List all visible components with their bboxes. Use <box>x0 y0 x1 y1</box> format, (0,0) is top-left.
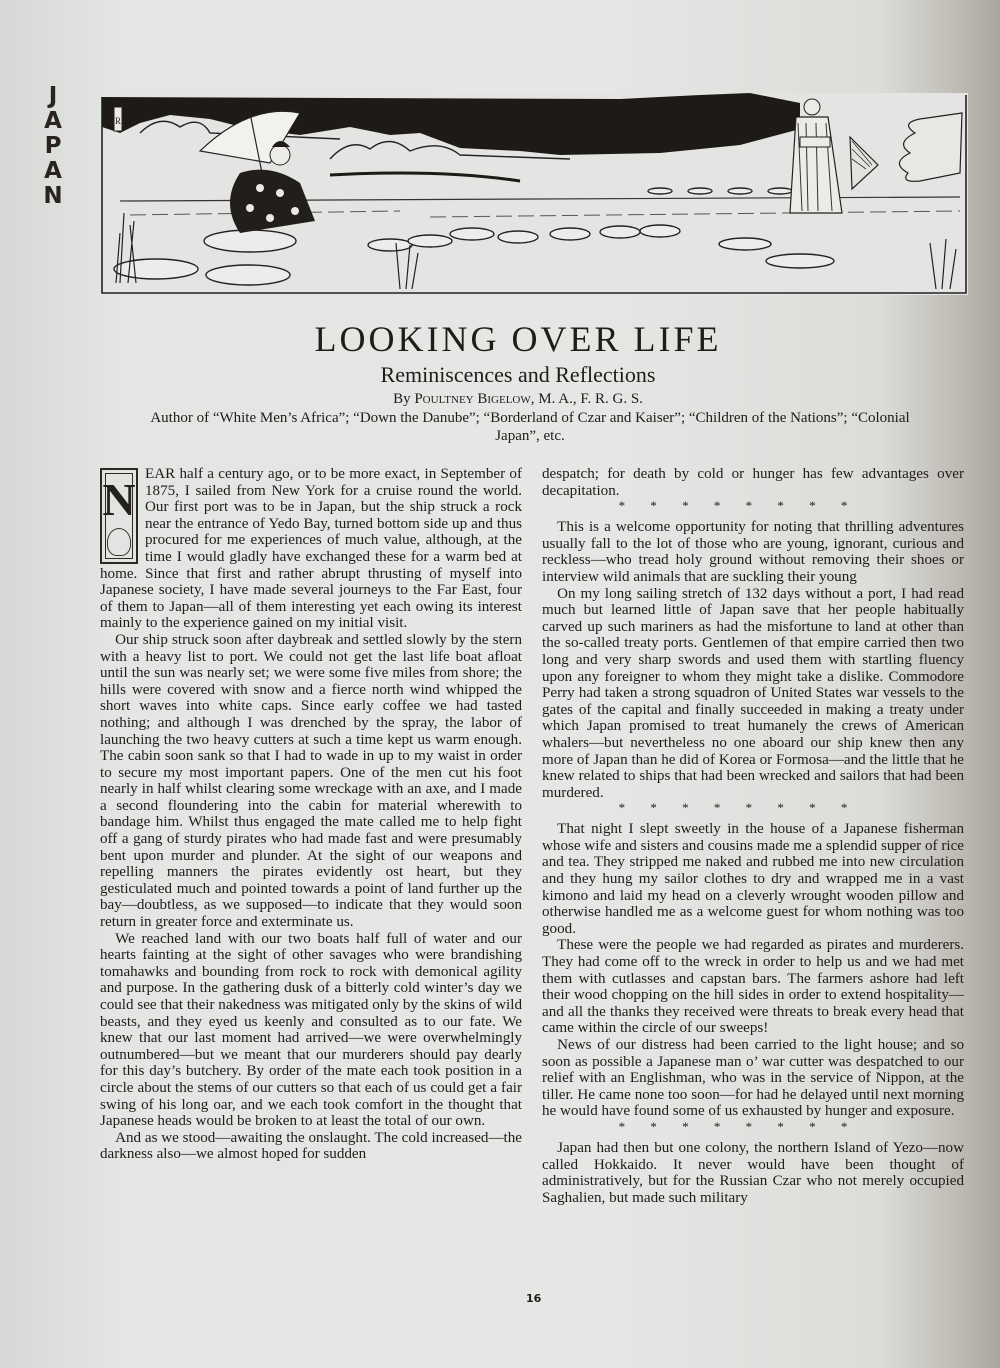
header-illustration <box>100 93 968 295</box>
artist-signature: R <box>115 116 122 126</box>
paragraph: Japan had then but one colony, the northern Island of Yezo—now called Hokkaido. It never would have been thought of administratively, but for the Russian Czar who not merely occupied Saghalien, but made such military <box>542 1139 964 1206</box>
paragraph: News of our distress had been carried to the light house; and so soon as possible a Japanese man o’ war cutter was despatched to our relief with an Englishman, who was in the service of Nippon, at the tiller. He came none too soon—for had he delayed until next morning he would have found some of us exhausted by hunger and exposure. <box>542 1037 964 1120</box>
author-works: Author of “White Men’s Africa”; “Down the Danube”; “Borderland of Czar and Kaiser”; “Children of the Nations”; “Colonial Japan”, etc. <box>150 410 910 444</box>
paragraph: Our ship struck soon after daybreak and settled slowly by the stern with a heavy list to port. We could not get the last life boat afloat until the sun was nearly set; we were some five miles from shore; the hills were covered with snow and a fierce north wind whipped the short waves into white caps. Since early coffee we had tasted nothing; and although I was drenched by the spray, the labor of launching the two heavy cutters at such a time kept us warm enough. The cabin soon sank so that I had to wade in up to my waist in order to secure my most important papers. One of the men cut his foot nearly in half whilst clearing some wreckage with an axe, and I made a second floundering into the cabin for material wherewith to bandage him. Whilst thus engaged the mate called me to help fight off a gang of sturdy pirates who had made fast and were presumably bent upon murder and plunder. At the sight of our weapons and repelling manners the pirates evidently ost heart, but they gesticulated much and pointed towards a point of land further up the bay—doubtless, as we supposed—to indicate that they would soon return in greater force and exterminate us. <box>100 631 522 931</box>
article-subtitle: Reminiscences and Reflections <box>380 362 656 387</box>
ornament-icon <box>107 528 131 556</box>
section-separator: * * * * * * * * <box>618 498 848 514</box>
paragraph: EAR half a century ago, or to be more exact, in September of 1875, I sailed from New York for a cruise round the world. Our first port was to be in Japan, but the ship struck a rock near the entrance of Yedo Bay, turned bottom side up and thus procured for me experiences of much value, although, at the time I would gladly have exchanged these for a warm bed at home. Since that first and rather abrupt thrusting of myself into Japanese society, I have made several journeys to the Far East, four of them to Japan—all of them interesting yet each owing its interest mainly to the experience gained on my initial visit. <box>100 466 522 632</box>
drop-cap <box>100 468 138 564</box>
drop-cap-letter: N <box>102 474 136 525</box>
section-label-japan: J A P A N <box>43 83 63 209</box>
paragraph: despatch; for death by cold or hunger has few advantages over decapitation. <box>542 466 964 499</box>
byline-prefix: By <box>393 391 411 407</box>
section-separator: * * * * * * * * <box>618 800 848 816</box>
paragraph: On my long sailing stretch of 132 days without a port, I had read much but learned little of Japan save that her people habitually carved up such mariners as had the misfortune to land at other than the so-called treaty ports. Gentlemen of that empire carried then two long and very sharp swords and used them with startling fluency upon any foreigner to whom they might take a dislike. Commodore Perry had taken a strong squadron of United States war vessels to the gates of the capital and finally succeeded in making a treaty under which Japan promised to treat humanely the crews of American whalers—but nevertheless no one aboard our ship knew then any more of Japan than he did of Korea or Formosa—and the little that he knew related to ships that had been wrecked and sailors that had been murdered. <box>542 585 964 801</box>
page-number: 16 <box>526 1292 542 1305</box>
byline <box>0 391 1000 408</box>
garden-scene-image <box>100 93 968 295</box>
tree <box>899 113 962 181</box>
author-credentials: , M. A., F. R. G. S. <box>530 391 643 407</box>
column-left <box>100 466 522 1163</box>
column-right <box>542 466 964 1206</box>
paragraph: We reached land with our two boats half full of water and our hearts fainting at the sight of other savages who were brandishing tomahawks and bounding from rock to rock with demonical agility and purpose. In the gathering dusk of a bitterly cold winter’s day we could see that their nakedness was mitigated only by the skins of wild beasts, and they eyed us keenly and consulted as to our fate. We knew that our last moment had arrived—we were overwhelmingly outnumbered—but we meant that our murderers should pay dearly for this day’s butchery. By order of the mate each took position in a circle about the stems of our cutters so that each of us could get a fair swing of his long oar, and we each took comfort in the thought that Japanese heads would be broken to at least the total of our own. <box>100 930 522 1130</box>
author-name: Poultney Bigelow <box>414 391 531 407</box>
article-title: LOOKING OVER LIFE <box>314 319 722 359</box>
paragraph: That night I slept sweetly in the house of a Japanese fisherman whose wife and sisters and cousins made me a splendid supper of rice and tea. They stripped me naked and rubbed me into new circulation and they hung my sailor clothes to dry and wrapped me in a vast kimono and laid my head on a cleverly wrought wooden pillow and otherwise handled me as a welcome guest for whom nothing was too good. <box>542 821 964 937</box>
paragraph: These were the people we had regarded as pirates and murderers. They had come off to the wreck in order to help us and we had met them with cutlasses and capstan bars. The farmers ashore had left their wood chopping on the hill sides in order to extend hospitality—and all the thanks they received were threats to break every head that came within the circle of our sweeps! <box>542 937 964 1037</box>
paragraph: This is a welcome opportunity for noting that thrilling adventures usually fall to the lot of those who are young, ignorant, curious and reckless—who tread holy ground without removing their shoes or interview wild animals that are suckling their young <box>542 519 964 585</box>
paragraph: And as we stood—awaiting the onslaught. The cold increased—the darkness also—we almost hoped for sudden <box>100 1129 522 1163</box>
section-separator: * * * * * * * * <box>618 1118 848 1134</box>
